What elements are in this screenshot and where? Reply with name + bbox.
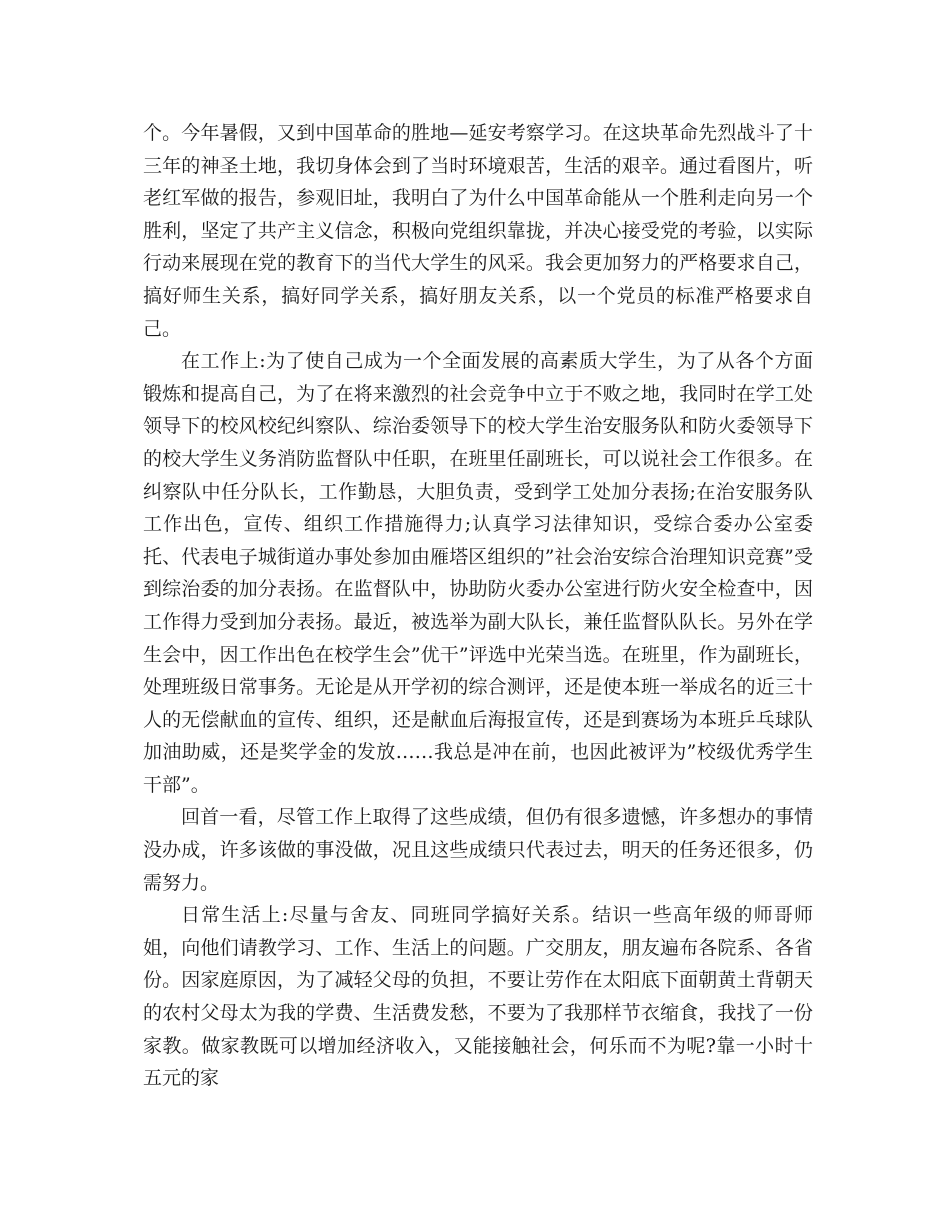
paragraph-study-trip: 个。今年暑假，又到中国革命的胜地—延安考察学习。在这块革命先烈战斗了十三年的神圣土地，我切身体会到了当时环境艰苦，生活的艰辛。通过看图片，听老红军做的报告，参观旧址，我明白了为什么中国革命能从一个胜利走向另一个胜利，坚定了共产主义信念，积极向党组织靠拢，并决心接受党的考验，以实际行动来展现在党的教育下的当代大学生的风采。我会更加努力的严格要求自己，搞好师生关系，搞好同学关系，搞好朋友关系，以一个党员的标准严格要求自己。 [143,122,813,340]
paragraph-daily-life: 日常生活上:尽量与舍友、同班同学搞好关系。结识一些高年级的师哥师姐，向他们请教学习、工作、生活上的问题。广交朋友，朋友遍布各院系、各省份。因家庭原因，为了减轻父母的负担，不要让劳作在太阳底下面朝黄土背朝天的农村父母太为我的学费、生活费发愁，不要为了我那样节衣缩食，我找了一份家教。做家教既可以增加经济收入，又能接触社会，何乐而不为呢?靠一小时十五元的家 [143,904,813,1090]
paragraph-work: 在工作上:为了使自己成为一个全面发展的高素质大学生，为了从各个方面锻炼和提高自己，为了在将来激烈的社会竞争中立于不败之地，我同时在学工处领导下的校风校纪纠察队、综治委领导下的校大学生治安服务队和防火委领导下的校大学生义务消防监督队中任职，在班里任副班长，可以说社会工作很多。在纠察队中任分队长，工作勤恳，大胆负责，受到学工处加分表扬;在治安服务队工作出色，宣传、组织工作措施得力;认真学习法律知识，受综合委办公室委托、代表电子城街道办事处参加由雁塔区组织的”社会治安综合治理知识竞赛”受到综治委的加分表扬。在监督队中，协助防火委办公室进行防火安全检查中，因工作得力受到加分表扬。最近，被选举为副大队长，兼任监督队队长。另外在学生会中，因工作出色在校学生会”优干”评选中光荣当选。在班里，作为副班长，处理班级日常事务。无论是从开学初的综合测评，还是使本班一举成名的近三十人的无偿献血的宣传、组织，还是献血后海报宣传，还是到赛场为本班乒乓球队加油助威，还是奖学金的发放……我总是冲在前，也因此被评为”校级优秀学生干部”。 [143,350,813,796]
document-body [143,117,813,1095]
paragraph-reflection: 回首一看，尽管工作上取得了这些成绩，但仍有很多遗憾，许多想办的事情没办成，许多该做的事没做，况且这些成绩只代表过去，明天的任务还很多，仍需努力。 [143,806,813,894]
